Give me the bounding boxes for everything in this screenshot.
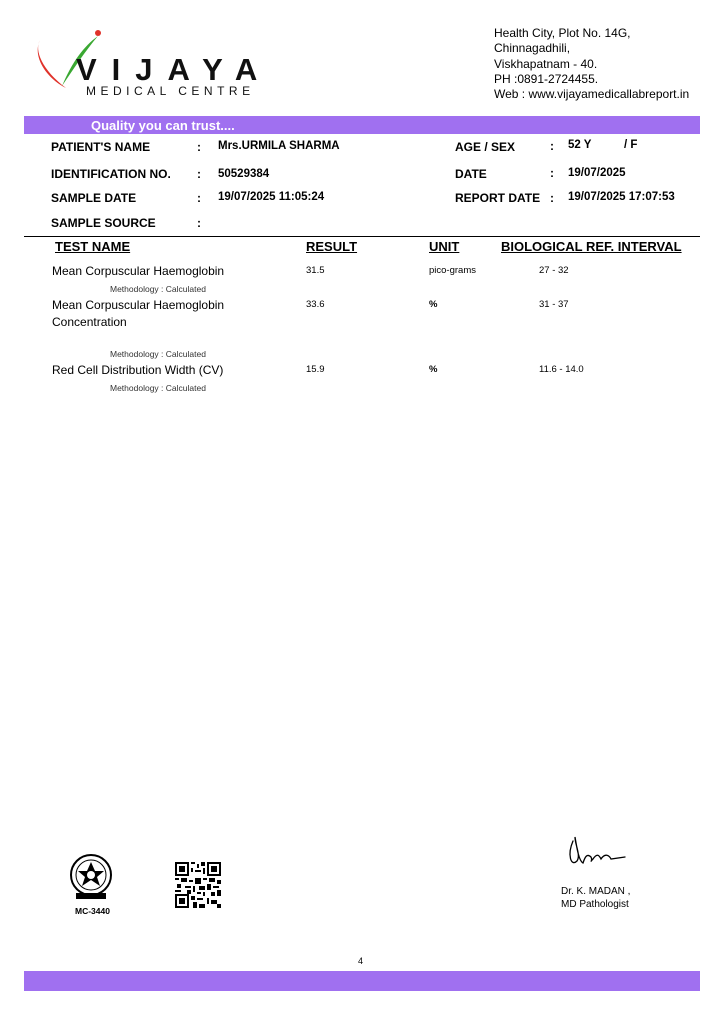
test-name: Mean Corpuscular Haemoglobin — [52, 264, 225, 278]
identification-label: IDENTIFICATION NO. — [51, 167, 171, 181]
colon: : — [197, 167, 201, 181]
methodology: Methodology : Calculated — [110, 383, 206, 393]
page-number: 4 — [358, 956, 364, 966]
tagline: Quality you can trust.... — [91, 118, 235, 133]
methodology: Methodology : Calculated — [110, 284, 206, 294]
age-sex-label: AGE / SEX — [455, 140, 516, 154]
test-range: 11.6 - 14.0 — [539, 364, 584, 375]
test-unit: pico-grams — [429, 265, 476, 276]
address-line: PH :0891-2724455. — [494, 71, 599, 86]
identification-number: 50529384 — [218, 168, 270, 180]
test-name: Red Cell Distribution Width (CV) — [52, 363, 224, 377]
address-line: Web : www.vijayamedicallabreport.in — [494, 87, 690, 102]
test-unit: % — [429, 364, 438, 375]
colon: : — [550, 191, 554, 205]
test-name: Mean Corpuscular Haemoglobin Concentration — [52, 298, 225, 329]
clinic-address — [494, 26, 689, 102]
doctor-name: Dr. K. MADAN , — [561, 886, 631, 897]
report-date-label: REPORT DATE — [455, 191, 541, 205]
test-result: 15.9 — [306, 364, 325, 375]
sample-date-label: SAMPLE DATE — [51, 191, 137, 205]
patient-age: 52 Y — [568, 139, 592, 151]
header-unit: UNIT — [429, 239, 460, 254]
report-date-short: 19/07/2025 — [568, 167, 626, 179]
date-label: DATE — [455, 167, 487, 181]
methodology: Methodology : Calculated — [110, 349, 206, 359]
logo-subtitle: MEDICAL CENTRE — [86, 84, 255, 98]
sample-date: 19/07/2025 11:05:24 — [218, 191, 325, 203]
address-line: Viskhapatnam - 40. — [494, 56, 598, 71]
qr-code-icon[interactable] — [175, 862, 221, 908]
patient-name: Mrs.URMILA SHARMA — [218, 140, 340, 152]
patient-sex: / F — [624, 139, 638, 151]
divider — [24, 236, 700, 237]
colon: : — [550, 139, 554, 153]
patient-name-label: PATIENT'S NAME — [51, 140, 151, 154]
header-test-name: TEST NAME — [55, 239, 131, 254]
accreditation-seal-icon — [68, 853, 114, 903]
colon: : — [550, 166, 554, 180]
address-line: Health City, Plot No. 14G, — [494, 26, 631, 40]
colon: : — [197, 140, 201, 154]
report-date: 19/07/2025 17:07:53 — [568, 191, 675, 203]
footer-band — [24, 971, 700, 991]
address-line: Chinnagadhili, — [494, 41, 571, 56]
accreditation-number: MC-3440 — [75, 906, 110, 916]
logo-name: VIJAYA — [76, 52, 273, 87]
signature-icon — [565, 835, 629, 871]
doctor-designation: MD Pathologist — [561, 899, 629, 910]
colon: : — [197, 216, 201, 230]
header-result: RESULT — [306, 239, 358, 254]
sample-source-label: SAMPLE SOURCE — [51, 216, 156, 230]
colon: : — [197, 191, 201, 205]
test-result: 33.6 — [306, 299, 325, 310]
test-unit: % — [429, 299, 438, 310]
test-range: 27 - 32 — [539, 265, 569, 276]
test-result: 31.5 — [306, 265, 325, 276]
test-range: 31 - 37 — [539, 299, 569, 310]
header-ref-interval: BIOLOGICAL REF. INTERVAL — [501, 239, 682, 254]
